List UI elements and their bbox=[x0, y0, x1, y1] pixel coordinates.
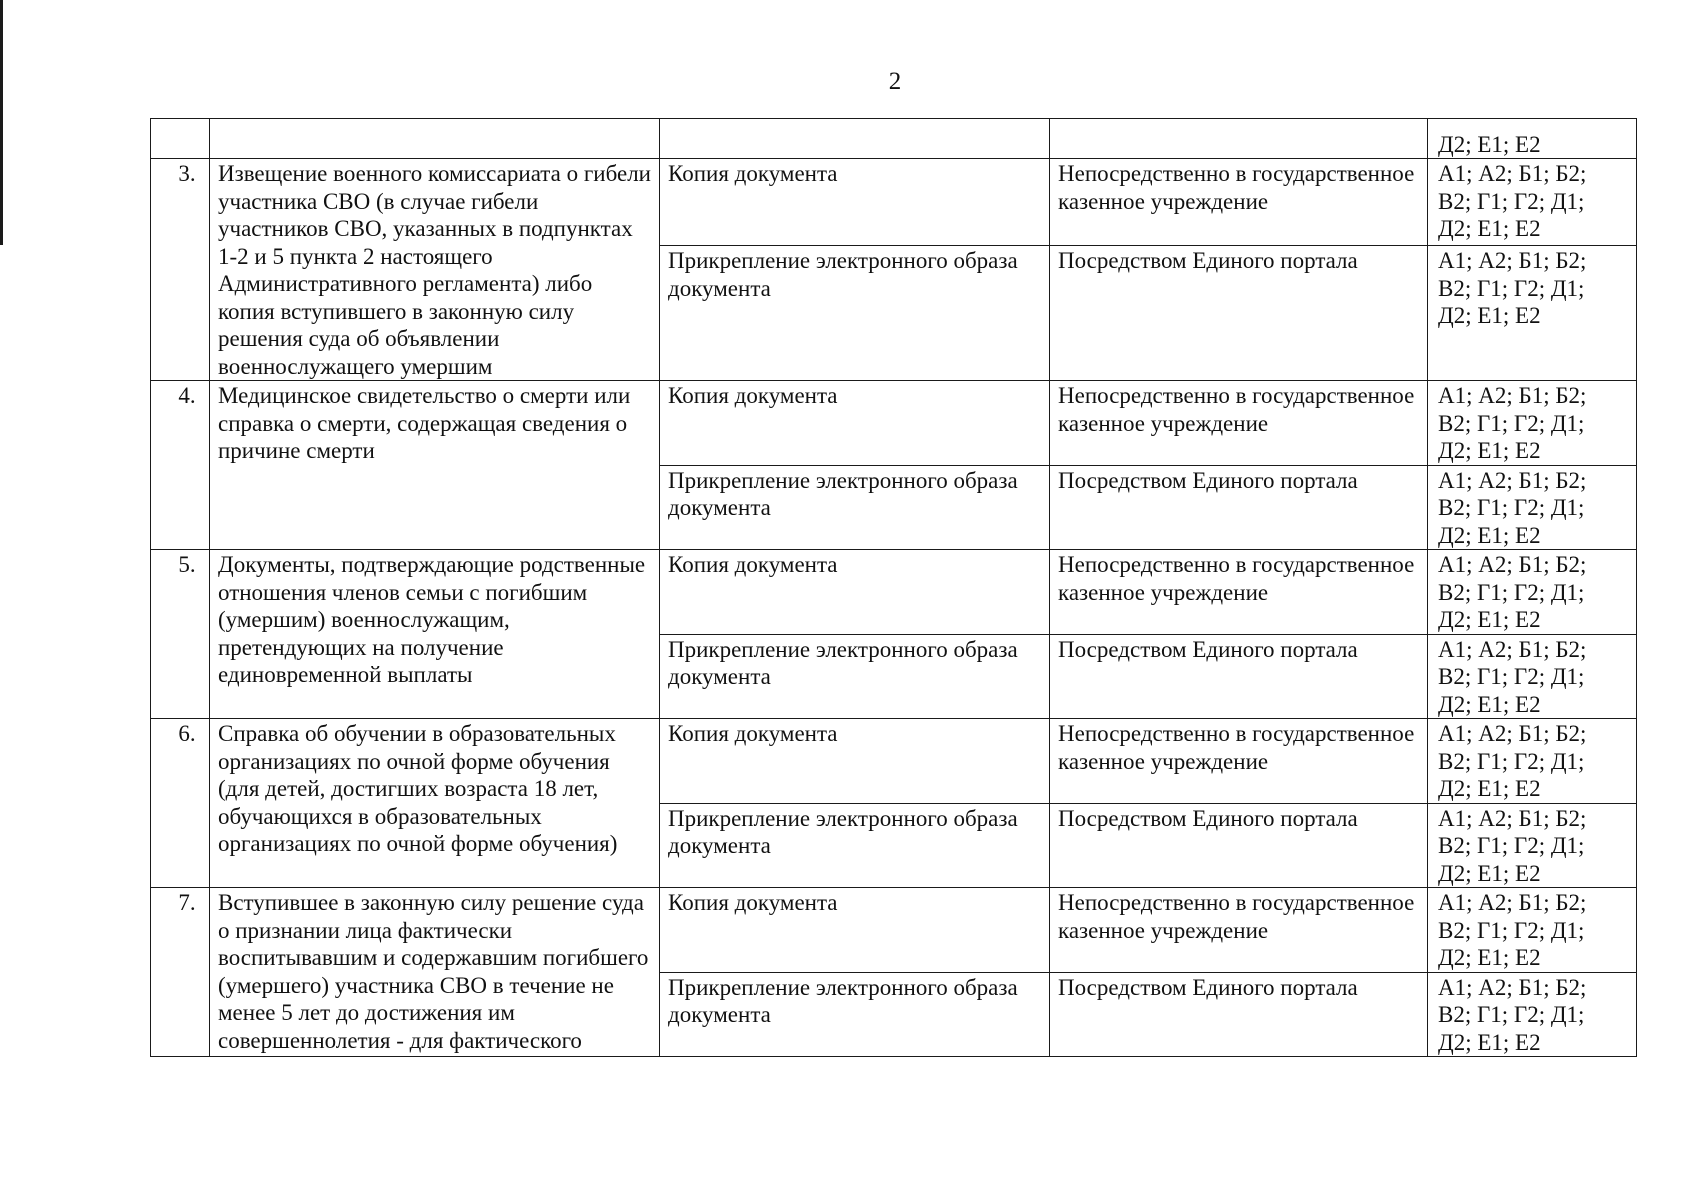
submission-form: Копия документа bbox=[660, 381, 1050, 466]
page-number: 2 bbox=[888, 68, 902, 95]
continuation-method-cell bbox=[1050, 119, 1428, 159]
category-code-line: В2; Г1; Г2; Д1; bbox=[1438, 833, 1585, 858]
category-code-line: А1; А2; Б1; Б2; bbox=[1438, 721, 1587, 746]
category-code-line: А1; А2; Б1; Б2; bbox=[1438, 890, 1587, 915]
category-code-line: В2; Г1; Г2; Д1; bbox=[1438, 495, 1585, 520]
entry-number: 7. bbox=[151, 888, 210, 1057]
category-code-line: В2; Г1; Г2; Д1; bbox=[1438, 188, 1585, 214]
category-code-line: В2; Г1; Г2; Д1; bbox=[1438, 275, 1585, 301]
category-code-line: Д2; Е1; Е2 bbox=[1438, 945, 1541, 970]
entry-number: 4. bbox=[151, 381, 210, 550]
category-code-line: Д2; Е1; Е2 bbox=[1438, 216, 1541, 241]
category-code-line: В2; Г1; Г2; Д1; bbox=[1438, 664, 1585, 689]
category-code-line: Д2; Е1; Е2 bbox=[1438, 691, 1541, 717]
category-code-line: А1; А2; Б1; Б2; bbox=[1438, 974, 1587, 1000]
category-code-line: А1; А2; Б1; Б2; bbox=[1438, 467, 1587, 493]
entry-document-name: Извещение военного комиссариата о гибели участника СВО (в случае гибели участников СВО, указанных в подпунктах 1-2 и 5 пункта 2 настоящего Административного регламента) либо копия вступившего в законную силу решения суда об объявлении военнослужащего умершим bbox=[210, 159, 660, 381]
applicant-category-codes bbox=[1428, 159, 1637, 246]
submission-form: Прикрепление электронного образа документа bbox=[660, 972, 1050, 1057]
category-code-line: В2; Г1; Г2; Д1; bbox=[1438, 410, 1585, 436]
submission-method: Непосредственно в государственное казенное учреждение bbox=[1050, 381, 1428, 466]
entry-document-name: Справка об обучении в образовательных организациях по очной форме обучения (для детей, достигших возраста 18 лет, обучающихся в образовательных организациях по очной форме обучения) bbox=[210, 719, 660, 888]
category-code-line: А1; А2; Б1; Б2; bbox=[1438, 636, 1587, 662]
entry-6-option-row bbox=[151, 719, 1637, 804]
entry-document-name: Вступившее в законную силу решение суда о признании лица фактически воспитывавшим и содержавшим погибшего (умершего) участника СВО в течение не менее 5 лет до достижения им совершеннолетия - для фактического bbox=[210, 888, 660, 1057]
continuation-row bbox=[151, 119, 1637, 159]
entry-document-name: Медицинское свидетельство о смерти или справка о смерти, содержащая сведения о причине смерти bbox=[210, 381, 660, 550]
category-code-line: Д2; Е1; Е2 bbox=[1438, 607, 1541, 632]
continuation-codes-cell bbox=[1428, 119, 1637, 159]
category-code-line: В2; Г1; Г2; Д1; bbox=[1438, 748, 1585, 774]
applicant-category-codes bbox=[1428, 719, 1637, 804]
category-code-line: Д2; Е1; Е2 bbox=[1438, 522, 1541, 548]
scan-edge-mark bbox=[0, 0, 3, 245]
applicant-category-codes bbox=[1428, 381, 1637, 466]
submission-form: Прикрепление электронного образа документа bbox=[660, 634, 1050, 719]
applicant-category-codes bbox=[1428, 803, 1637, 888]
applicant-category-codes bbox=[1428, 246, 1637, 381]
category-code-line: Д2; Е1; Е2 bbox=[1438, 776, 1541, 801]
submission-form: Прикрепление электронного образа документа bbox=[660, 803, 1050, 888]
entry-number: 6. bbox=[151, 719, 210, 888]
category-code-line: В2; Г1; Г2; Д1; bbox=[1438, 579, 1585, 605]
submission-form: Копия документа bbox=[660, 159, 1050, 246]
category-code-line: Д2; Е1; Е2 bbox=[1438, 438, 1541, 463]
submission-method: Непосредственно в государственное казенное учреждение bbox=[1050, 719, 1428, 804]
continuation-num-cell bbox=[151, 119, 210, 159]
submission-method: Посредством Единого портала bbox=[1050, 972, 1428, 1057]
category-code-line: А1; А2; Б1; Б2; bbox=[1438, 805, 1587, 831]
submission-form: Копия документа bbox=[660, 719, 1050, 804]
category-code-line: А1; А2; Б1; Б2; bbox=[1438, 383, 1587, 408]
category-code-line: А1; А2; Б1; Б2; bbox=[1438, 552, 1587, 577]
submission-method: Посредством Единого портала bbox=[1050, 246, 1428, 381]
applicant-category-codes bbox=[1428, 465, 1637, 550]
documents-table-body bbox=[151, 119, 1637, 1057]
submission-method: Посредством Единого портала bbox=[1050, 634, 1428, 719]
entry-4-option-row bbox=[151, 381, 1637, 466]
entry-3-option-row bbox=[151, 159, 1637, 246]
category-code-line: Д2; Е1; Е2 bbox=[1438, 860, 1541, 886]
submission-method: Посредством Единого портала bbox=[1050, 465, 1428, 550]
applicant-category-codes bbox=[1428, 888, 1637, 973]
applicant-category-codes bbox=[1428, 972, 1637, 1057]
submission-method: Непосредственно в государственное казенное учреждение bbox=[1050, 159, 1428, 246]
category-code-line: В2; Г1; Г2; Д1; bbox=[1438, 1002, 1585, 1027]
submission-form: Прикрепление электронного образа документа bbox=[660, 465, 1050, 550]
entry-7-option-row bbox=[151, 888, 1637, 973]
submission-form: Прикрепление электронного образа документа bbox=[660, 246, 1050, 381]
entry-document-name: Документы, подтверждающие родственные отношения членов семьи с погибшим (умершим) военнослужащим, претендующих на получение единовременной выплаты bbox=[210, 550, 660, 719]
entry-5-option-row bbox=[151, 550, 1637, 635]
category-code-line: А1; А2; Б1; Б2; bbox=[1438, 248, 1587, 274]
entry-number: 5. bbox=[151, 550, 210, 719]
continuation-codes: Д2; Е1; Е2 bbox=[1438, 131, 1541, 157]
entry-number: 3. bbox=[151, 159, 210, 381]
submission-method: Непосредственно в государственное казенное учреждение bbox=[1050, 888, 1428, 973]
category-code-line: Д2; Е1; Е2 bbox=[1438, 1029, 1541, 1055]
category-code-line: В2; Г1; Г2; Д1; bbox=[1438, 917, 1585, 943]
applicant-category-codes bbox=[1428, 550, 1637, 635]
documents-table bbox=[150, 118, 1637, 1057]
submission-form: Копия документа bbox=[660, 550, 1050, 635]
continuation-form-cell bbox=[660, 119, 1050, 159]
category-code-line: Д2; Е1; Е2 bbox=[1438, 303, 1541, 329]
continuation-document-cell bbox=[210, 119, 660, 159]
submission-method: Посредством Единого портала bbox=[1050, 803, 1428, 888]
submission-method: Непосредственно в государственное казенное учреждение bbox=[1050, 550, 1428, 635]
applicant-category-codes bbox=[1428, 634, 1637, 719]
submission-form: Копия документа bbox=[660, 888, 1050, 973]
category-code-line: А1; А2; Б1; Б2; bbox=[1438, 161, 1587, 186]
